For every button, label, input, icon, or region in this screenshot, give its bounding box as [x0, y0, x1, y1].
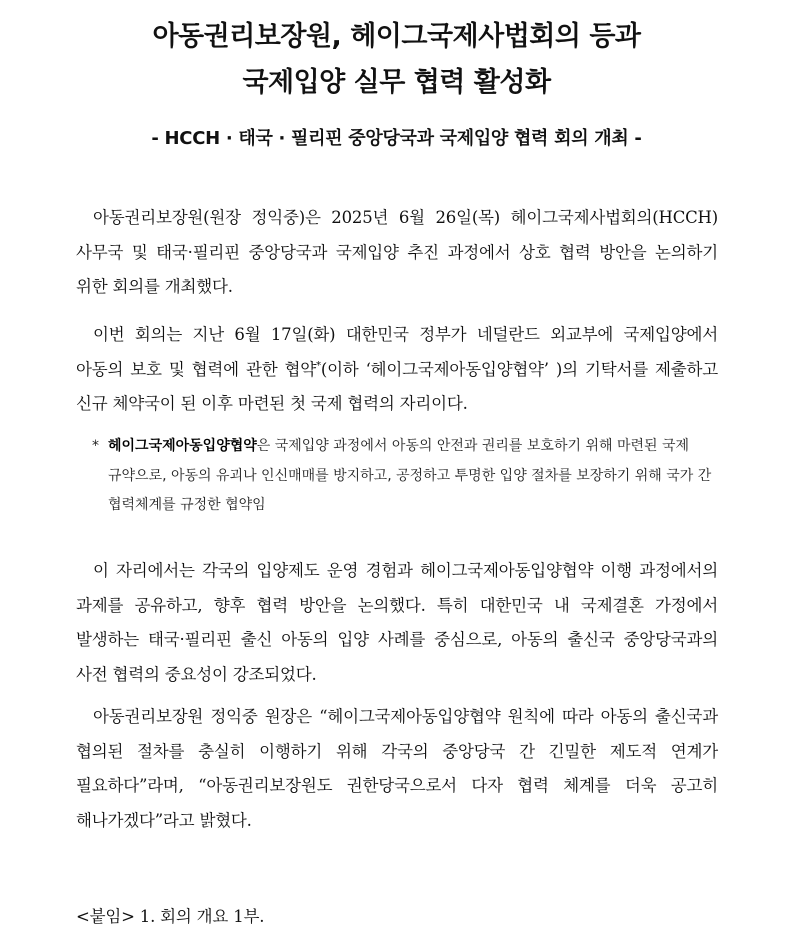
footnote-body [108, 432, 714, 521]
paragraph-director-quote: 아동권리보장원 정익중 원장은 “헤이그국제아동입양협약 원칙에 따라 아동의 출신국과 협의된 절차를 충실히 이행하기 위해 각국의 중앙당국 간 긴밀한 제도적 연계가 필요하다”라며, “아동권리보장원도 권한당국으로서 다자 협력 체계를 더욱 공고히 해나가겠다”라고 밝혔다. [76, 707, 718, 830]
footnote-text: 은 국제입양 과정에서 아동의 안전과 권리를 보호하기 위해 마련된 국제 규약으로, 아동의 유괴나 인신매매를 방지하고, 공정하고 투명한 입양 절차를 보장하기 위해 국가 간 협력체계를 규정한 협약임 [108, 438, 712, 513]
paragraph-first-cooperation-text-end: (이하 ‘헤이그국제아동입양협약’ )의 기탁서를 제출하고 신규 체약국이 된 이후 마련된 첫 국제 협력의 자리이다. [76, 359, 718, 413]
footnote-reference-mark: * [316, 360, 321, 371]
footnote-mark: * [92, 438, 99, 454]
press-title-line-1: 아동권리보장원, 헤이그국제사법회의 등과 [152, 21, 641, 52]
paragraph-first-cooperation-text-start: 이번 회의는 지난 6월 17일(화) 대한민국 정부가 네덜란드 외교부에 국제입양에서 아동의 보호 및 협력에 관한 협약 [76, 325, 718, 379]
paragraph-meeting-overview: 아동권리보장원(원장 정익중)은 2025년 6월 26일(목) 헤이그국제사법회의(HCCH) 사무국 및 태국·필리핀 중앙당국과 국제입양 추진 과정에서 상호 협력 방안을 논의하기 위한 회의를 개최했다. [76, 208, 718, 296]
attachment-note: <붙임> 1. 회의 개요 1부. [76, 907, 265, 926]
press-subtitle: - HCCH · 태국 · 필리핀 중앙당국과 국제입양 협력 회의 개최 - [151, 128, 642, 149]
paragraph-discussion: 이 자리에서는 각국의 입양제도 운영 경험과 헤이그국제아동입양협약 이행 과정에서의 과제를 공유하고, 향후 협력 방안을 논의했다. 특히 대한민국 내 국제결혼 가정에서 발생하는 태국·필리핀 출신 아동의 입양 사례를 중심으로, 아동의 출신국 중앙당국과의 사전 협력의 중요성이 강조되었다. [76, 561, 718, 684]
footnote-term: 헤이그국제아동입양협약 [108, 438, 257, 454]
footnote [92, 432, 714, 521]
paragraph-first-cooperation [76, 318, 718, 422]
press-title-line-2: 국제입양 실무 협력 활성화 [242, 67, 551, 98]
